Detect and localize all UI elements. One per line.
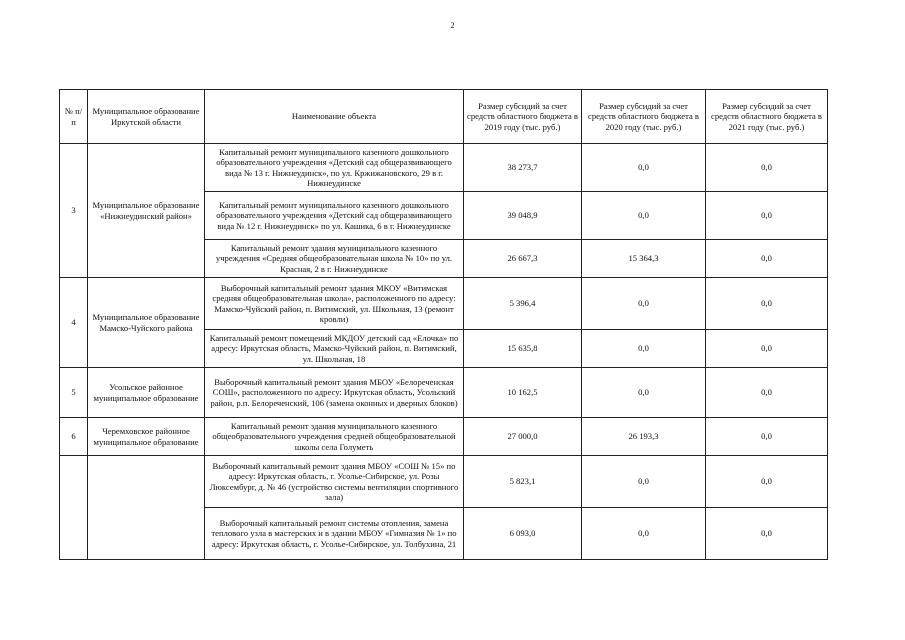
row-object: Капитальный ремонт муниципального казенного дошкольного образовательного учреждения «Детский сад общеразвивающего вида № 12 г. Нижнеудинск» по ул. Кашика, 6 в г. Нижнеудинске bbox=[205, 192, 464, 240]
table-row bbox=[60, 144, 828, 192]
row-municipality: Усольское районное муниципальное образование bbox=[88, 368, 205, 418]
row-2019: 5 823,1 bbox=[464, 456, 582, 508]
row-2019: 10 162,5 bbox=[464, 368, 582, 418]
row-2019: 38 273,7 bbox=[464, 144, 582, 192]
table-row bbox=[60, 368, 828, 418]
row-num: 3 bbox=[60, 144, 88, 278]
row-2020: 0,0 bbox=[582, 278, 706, 330]
row-object: Выборочный капитальный ремонт системы отопления, замена теплового узла в мастерских и в здании МБОУ «Гимназия № 1» по адресу: Иркутская область, г. Усолье-Сибирское, ул. Толбухина, 21 bbox=[205, 508, 464, 560]
table-row bbox=[60, 278, 828, 330]
row-2021: 0,0 bbox=[706, 368, 828, 418]
header-municipality: Муниципальное образование Иркутской области bbox=[88, 90, 205, 144]
row-2019: 15 635,8 bbox=[464, 330, 582, 368]
row-num: 6 bbox=[60, 418, 88, 456]
table-header bbox=[60, 90, 828, 144]
header-2020: Размер субсидий за счет средств областного бюджета в 2020 году (тыс. руб.) bbox=[582, 90, 706, 144]
row-2019: 26 667,3 bbox=[464, 240, 582, 278]
row-2021: 0,0 bbox=[706, 456, 828, 508]
table-row bbox=[60, 418, 828, 456]
row-2019: 27 000,0 bbox=[464, 418, 582, 456]
row-2020: 0,0 bbox=[582, 330, 706, 368]
header-2021: Размер субсидий за счет средств областного бюджета в 2021 году (тыс. руб.) bbox=[706, 90, 828, 144]
table-row bbox=[60, 456, 828, 508]
row-municipality: Черемховское районное муниципальное образование bbox=[88, 418, 205, 456]
row-2020: 26 193,3 bbox=[582, 418, 706, 456]
row-num: 4 bbox=[60, 278, 88, 368]
row-2019: 5 396,4 bbox=[464, 278, 582, 330]
row-object: Капитальный ремонт здания муниципального казенного общеобразовательного учреждения средней общеобразовательной школы села Голуметь bbox=[205, 418, 464, 456]
subsidies-table bbox=[59, 89, 828, 560]
row-2019: 39 048,9 bbox=[464, 192, 582, 240]
header-2019: Размер субсидий за счет средств областного бюджета в 2019 году (тыс. руб.) bbox=[464, 90, 582, 144]
row-2020: 0,0 bbox=[582, 508, 706, 560]
row-object: Капитальный ремонт муниципального казенного дошкольного образовательного учреждения «Детский сад общеразвивающего вида № 13 г. Нижнеудинск», по ул. Кржижановского, 29 в г. Нижнеудинске bbox=[205, 144, 464, 192]
header-object: Наименование объекта bbox=[205, 90, 464, 144]
row-object: Выборочный капитальный ремонт здания МБОУ «СОШ № 15» по адресу: Иркутская область, г. Усолье-Сибирское, ул. Розы Люксембург, д. № 46 (устройство системы вентиляции спортивного зала) bbox=[205, 456, 464, 508]
row-object: Капитальный ремонт помещений МКДОУ детский сад «Елочка» по адресу: Иркутская область, Мамско-Чуйский район, п. Витимский, ул. Школьная, 18 bbox=[205, 330, 464, 368]
row-2020: 0,0 bbox=[582, 456, 706, 508]
page-number: 2 bbox=[450, 21, 455, 30]
row-2021: 0,0 bbox=[706, 192, 828, 240]
row-2021: 0,0 bbox=[706, 508, 828, 560]
row-2020: 0,0 bbox=[582, 368, 706, 418]
row-2021: 0,0 bbox=[706, 418, 828, 456]
row-municipality bbox=[88, 456, 205, 560]
row-2019: 6 093,0 bbox=[464, 508, 582, 560]
row-object: Выборочный капитальный ремонт здания МКОУ «Витимская средняя общеобразовательная школа», расположенного по адресу: Мамско-Чуйский район, п. Витимский, ул. Школьная, 13 (ремонт кровли) bbox=[205, 278, 464, 330]
row-municipality: Муниципальное образование «Нижнеудинский район» bbox=[88, 144, 205, 278]
row-2021: 0,0 bbox=[706, 330, 828, 368]
row-2020: 0,0 bbox=[582, 144, 706, 192]
row-object: Выборочный капитальный ремонт здания МБОУ «Белореченская СОШ», расположенного по адресу: Иркутская область, Усольский район, р.п. Белореченский, 106 (замена оконных и дверных блоков) bbox=[205, 368, 464, 418]
row-municipality: Муниципальное образование Мамско-Чуйского района bbox=[88, 278, 205, 368]
row-2020: 15 364,3 bbox=[582, 240, 706, 278]
row-object: Капитальный ремонт здания муниципального казенного учреждения «Средняя общеобразовательная школа № 10» по ул. Красная, 2 в г. Нижнеудинске bbox=[205, 240, 464, 278]
row-num bbox=[60, 456, 88, 560]
header-num: № п/п bbox=[60, 90, 88, 144]
row-num: 5 bbox=[60, 368, 88, 418]
row-2020: 0,0 bbox=[582, 192, 706, 240]
row-2021: 0,0 bbox=[706, 278, 828, 330]
row-2021: 0,0 bbox=[706, 240, 828, 278]
row-2021: 0,0 bbox=[706, 144, 828, 192]
